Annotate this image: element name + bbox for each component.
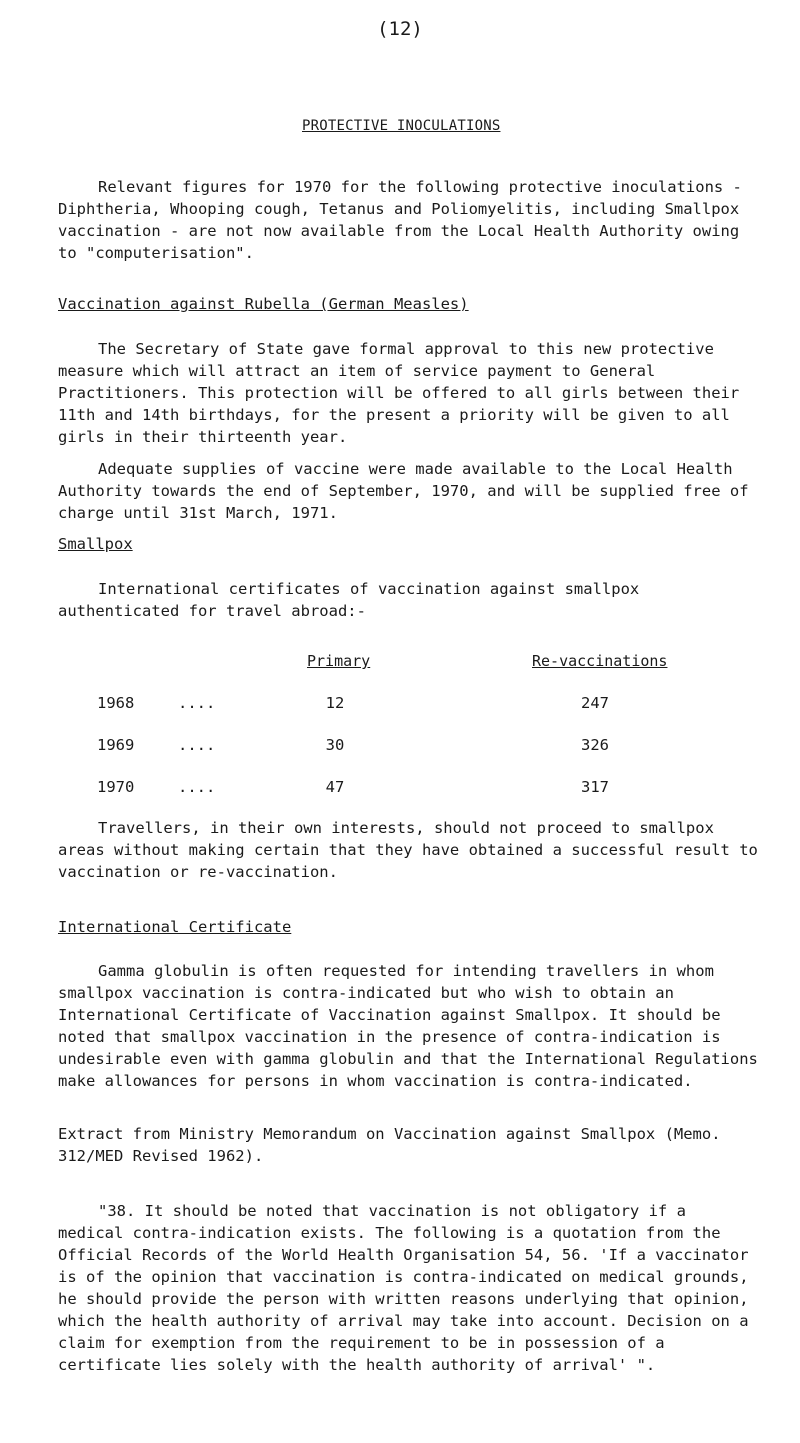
smallpox-heading: Smallpox: [58, 535, 133, 553]
smallpox-intro: International certificates of vaccination against smallpox authenticated for travel abroad:-: [58, 580, 640, 620]
row-revaccinations: 326: [581, 736, 609, 754]
rubella-paragraph-2: Adequate supplies of vaccine were made available to the Local Health Authority towards the end of September, 1970, and will be supplied free of charge until 31st March, 1971.: [58, 460, 749, 522]
row-primary: 47: [325, 778, 345, 796]
memorandum-extract: Extract from Ministry Memorandum on Vaccination against Smallpox (Memo. 312/MED Revised 1962).: [58, 1125, 721, 1165]
certificate-heading: International Certificate: [58, 918, 292, 936]
row-year: 1970: [97, 778, 135, 796]
row-primary: 30: [325, 736, 345, 754]
row-revaccinations: 317: [581, 778, 609, 796]
page-number: (12): [377, 18, 423, 40]
row-leader: ....: [178, 694, 216, 712]
intro-paragraph: Relevant figures for 1970 for the following protective inoculations - Diphtheria, Whooping cough, Tetanus and Poliomyelitis, including Smallpox vaccination - are not now available from the Local Health Authority owing to "computerisation".: [58, 178, 742, 262]
column-header-revaccinations: Re-vaccinations: [532, 652, 668, 670]
row-leader: ....: [178, 778, 216, 796]
row-primary: 12: [325, 694, 345, 712]
table-row: [0, 778, 800, 802]
certificate-paragraph: Gamma globulin is often requested for intending travellers in whom smallpox vaccination is contra-indicated but who wish to obtain an International Certificate of Vaccination against Smallpox. It should be noted that smallpox vaccination in the presence of contra-indication is undesirable even with gamma globulin and that the International Regulations make allowances for persons in whom vaccination is contra-indicated.: [58, 962, 758, 1090]
table-row: [0, 736, 800, 760]
row-year: 1969: [97, 736, 135, 754]
travellers-paragraph: Travellers, in their own interests, should not proceed to smallpox areas without making certain that they have obtained a successful result to vaccination or re-vaccination.: [58, 819, 758, 881]
row-revaccinations: 247: [581, 694, 609, 712]
memorandum-quote: "38. It should be noted that vaccination is not obligatory if a medical contra-indication exists. The following is a quotation from the Official Records of the World Health Organisation 54, 56. 'If a vaccinator is of the opinion that vaccination is contra-indicated on medical grounds, he should provide the person with written reasons underlying that opinion, which the health authority of arrival may take into account. Decision on a claim for exemption from the requirement to be in possession of a certificate lies solely with the health authority of arrival' ".: [58, 1202, 749, 1374]
rubella-paragraph-1: The Secretary of State gave formal approval to this new protective measure which will attract an item of service payment to General Practitioners. This protection will be offered to all girls between their 11th and 14th birthdays, for the present a priority will be given to all girls in their thirteenth year.: [58, 340, 740, 446]
row-year: 1968: [97, 694, 135, 712]
column-header-primary: Primary: [307, 652, 371, 670]
page-title: PROTECTIVE INOCULATIONS: [302, 118, 501, 134]
rubella-heading: Vaccination against Rubella (German Measles): [58, 295, 469, 313]
row-leader: ....: [178, 736, 216, 754]
table-row: [0, 694, 800, 718]
